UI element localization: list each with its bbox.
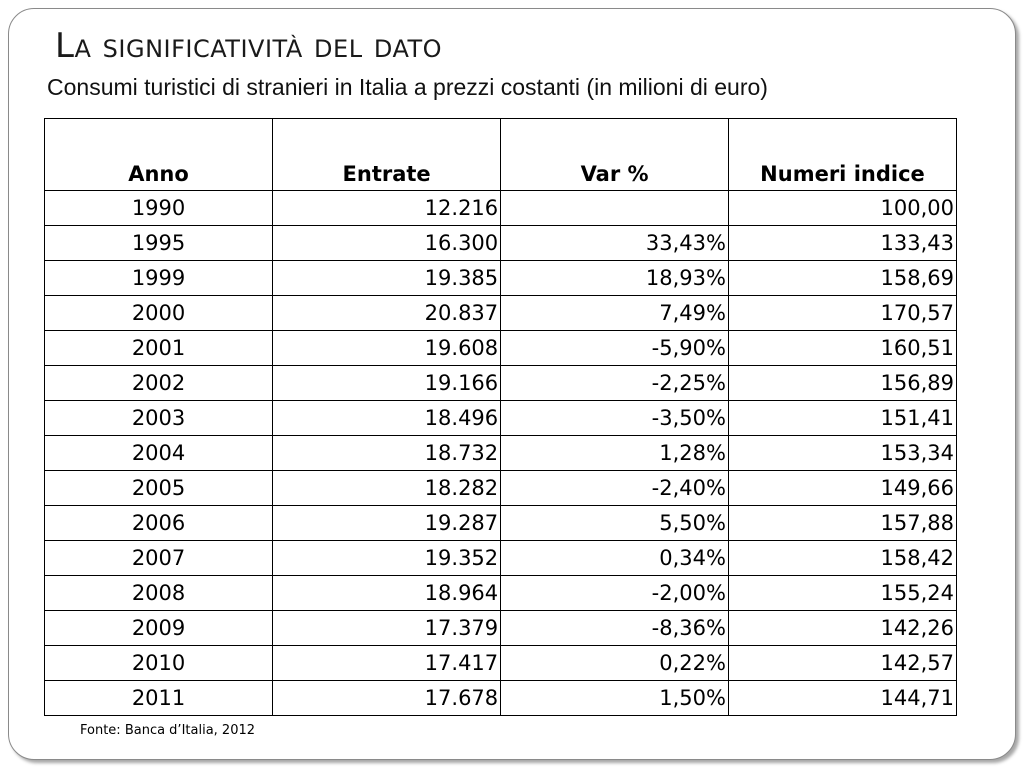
cell-var: 18,93% — [501, 261, 729, 296]
cell-anno: 1990 — [45, 191, 273, 226]
cell-var: 33,43% — [501, 226, 729, 261]
table-row — [45, 366, 957, 401]
cell-anno: 2000 — [45, 296, 273, 331]
cell-var: -8,36% — [501, 611, 729, 646]
cell-anno: 2004 — [45, 436, 273, 471]
cell-entrate: 19.352 — [273, 541, 501, 576]
cell-var: -3,50% — [501, 401, 729, 436]
table-body — [45, 191, 957, 716]
cell-anno: 2007 — [45, 541, 273, 576]
cell-anno: 2003 — [45, 401, 273, 436]
table-row — [45, 576, 957, 611]
cell-numeri-indice: 158,69 — [728, 261, 956, 296]
cell-entrate: 17.678 — [273, 681, 501, 716]
cell-numeri-indice: 149,66 — [728, 471, 956, 506]
column-header-var: Var % — [501, 119, 729, 191]
cell-var: 7,49% — [501, 296, 729, 331]
cell-entrate: 19.287 — [273, 506, 501, 541]
table-row — [45, 331, 957, 366]
cell-numeri-indice: 144,71 — [728, 681, 956, 716]
cell-anno: 2005 — [45, 471, 273, 506]
table-row — [45, 226, 957, 261]
slide-subtitle: Consumi turistici di stranieri in Italia a prezzi costanti (in milioni di euro) — [47, 74, 768, 100]
data-table — [44, 118, 957, 716]
cell-numeri-indice: 158,42 — [728, 541, 956, 576]
cell-var: -5,90% — [501, 331, 729, 366]
cell-entrate: 17.417 — [273, 646, 501, 681]
cell-entrate: 19.166 — [273, 366, 501, 401]
cell-anno: 2006 — [45, 506, 273, 541]
cell-var: 1,28% — [501, 436, 729, 471]
column-header-numeri-indice: Numeri indice — [728, 119, 956, 191]
table-row — [45, 261, 957, 296]
cell-numeri-indice: 157,88 — [728, 506, 956, 541]
cell-var — [501, 191, 729, 226]
cell-entrate: 12.216 — [273, 191, 501, 226]
source-note: Fonte: Banca d’Italia, 2012 — [80, 723, 256, 738]
cell-anno: 2011 — [45, 681, 273, 716]
cell-var: 1,50% — [501, 681, 729, 716]
table-row — [45, 471, 957, 506]
cell-anno: 2008 — [45, 576, 273, 611]
cell-anno: 2001 — [45, 331, 273, 366]
cell-numeri-indice: 142,26 — [728, 611, 956, 646]
cell-entrate: 16.300 — [273, 226, 501, 261]
cell-entrate: 18.964 — [273, 576, 501, 611]
table-row — [45, 296, 957, 331]
cell-anno: 2010 — [45, 646, 273, 681]
table-header-row — [45, 119, 957, 191]
table-row — [45, 681, 957, 716]
cell-entrate: 18.732 — [273, 436, 501, 471]
cell-anno: 2002 — [45, 366, 273, 401]
cell-var: -2,40% — [501, 471, 729, 506]
cell-numeri-indice: 142,57 — [728, 646, 956, 681]
cell-numeri-indice: 155,24 — [728, 576, 956, 611]
table-row — [45, 541, 957, 576]
cell-anno: 2009 — [45, 611, 273, 646]
cell-numeri-indice: 170,57 — [728, 296, 956, 331]
table-row — [45, 401, 957, 436]
cell-entrate: 18.496 — [273, 401, 501, 436]
cell-entrate: 17.379 — [273, 611, 501, 646]
cell-numeri-indice: 160,51 — [728, 331, 956, 366]
cell-anno: 1999 — [45, 261, 273, 296]
table-row — [45, 646, 957, 681]
column-header-anno: Anno — [45, 119, 273, 191]
table-row — [45, 506, 957, 541]
cell-var: 5,50% — [501, 506, 729, 541]
cell-numeri-indice: 153,34 — [728, 436, 956, 471]
table-row — [45, 611, 957, 646]
cell-numeri-indice: 100,00 — [728, 191, 956, 226]
cell-numeri-indice: 156,89 — [728, 366, 956, 401]
table-row — [45, 436, 957, 471]
cell-entrate: 20.837 — [273, 296, 501, 331]
cell-numeri-indice: 151,41 — [728, 401, 956, 436]
cell-numeri-indice: 133,43 — [728, 226, 956, 261]
cell-entrate: 18.282 — [273, 471, 501, 506]
cell-entrate: 19.385 — [273, 261, 501, 296]
table-row — [45, 191, 957, 226]
cell-var: -2,00% — [501, 576, 729, 611]
cell-entrate: 19.608 — [273, 331, 501, 366]
cell-var: 0,22% — [501, 646, 729, 681]
cell-anno: 1995 — [45, 226, 273, 261]
cell-var: -2,25% — [501, 366, 729, 401]
column-header-entrate: Entrate — [273, 119, 501, 191]
cell-var: 0,34% — [501, 541, 729, 576]
slide-title: La significatività del dato — [55, 26, 443, 66]
